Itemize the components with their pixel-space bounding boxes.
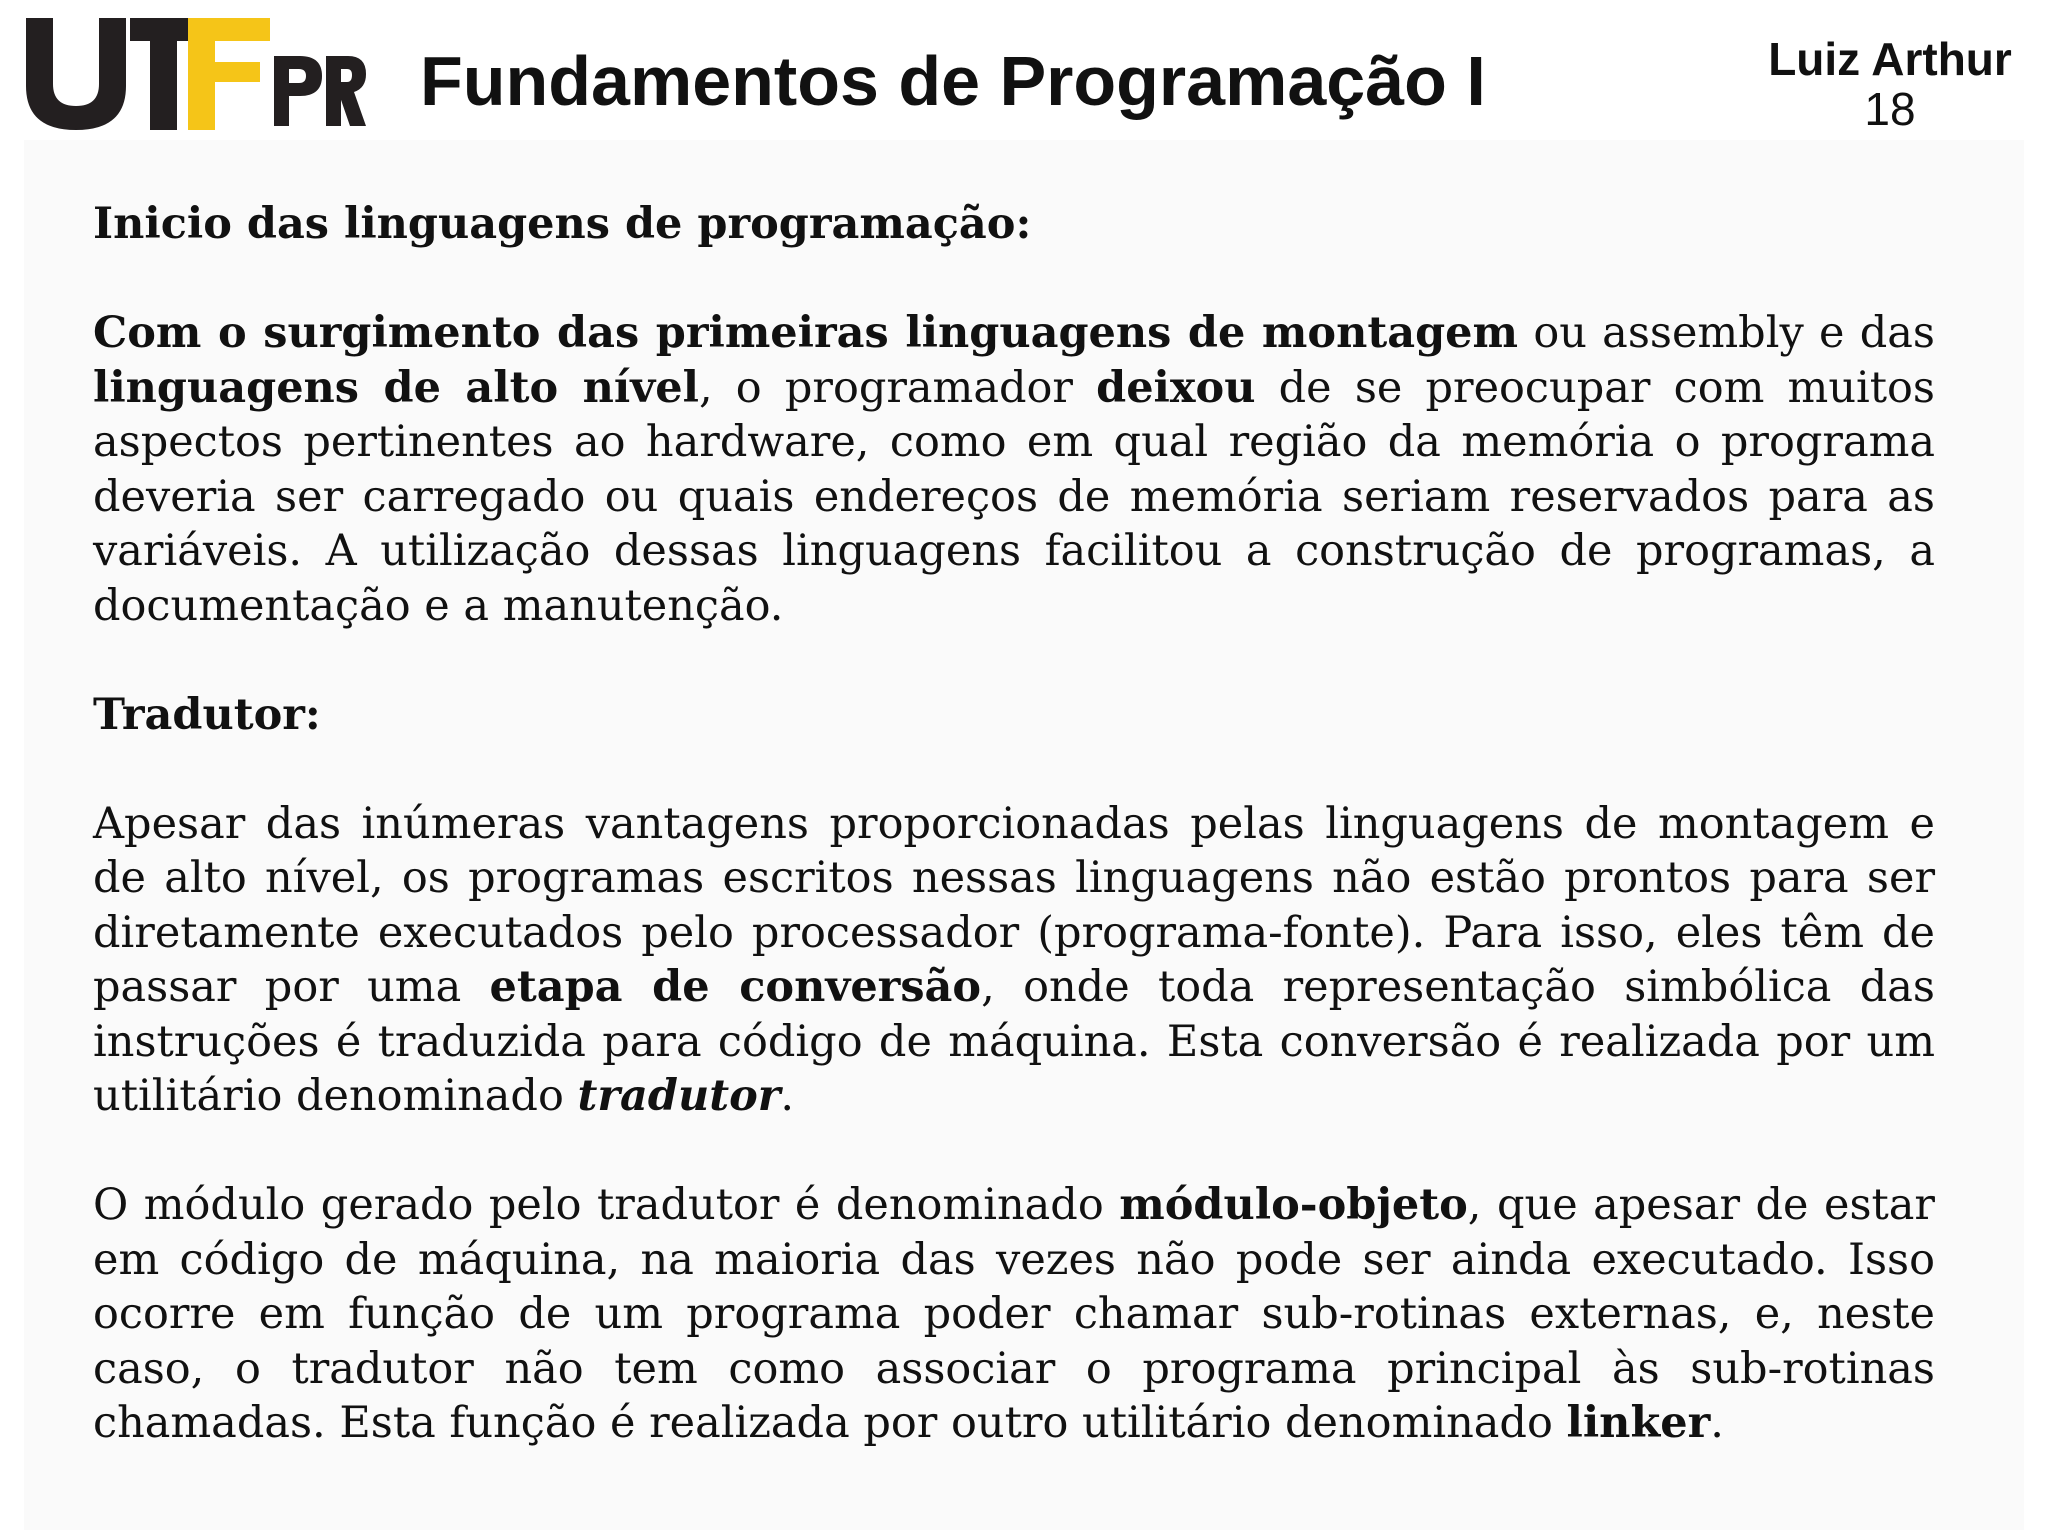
utfpr-logo [26, 14, 366, 130]
bold-text: linker [1566, 1398, 1711, 1448]
text: . [780, 1071, 795, 1121]
text: . [1710, 1398, 1724, 1448]
text: , que apesar de estar em código de máquina, na maioria das vezes não pode ser ainda executado. Isso ocorre em função de um programa poder chamar sub-rotinas externas, e, neste caso, o tradutor não tem como associar o programa principal às sub-rotinas chamadas. Esta função é realizada por outro utilitário denominado [93, 1180, 1935, 1448]
text: O módulo gerado pelo tradutor é denominado [93, 1180, 1120, 1230]
section-heading-tradutor: Tradutor: [93, 689, 321, 740]
text: de se preocupar com muitos aspectos pertinentes ao hardware, como em qual região da memória o programa deveria ser carregado ou quais endereços de memória seriam reservados para as variáveis. A utilização dessas linguagens facilitou a construção de programas, a documentação e a manutenção. [93, 362, 1935, 631]
paragraph-modulo-objeto [93, 1178, 1935, 1451]
section-heading-inicio: Inicio das linguagens de programação: [93, 199, 1032, 249]
text: , o programador [698, 362, 1097, 413]
text: Apesar das inúmeras vantagens proporcionadas pelas linguagens de montagem e de alto nível, os programas escritos nessas linguagens não estão prontos para ser diretamente executados pelo processador (programa-fonte). Para isso, eles têm de passar por uma [93, 798, 1935, 1012]
page-number: 18 [1864, 83, 1916, 135]
bold-text: deixou [1096, 362, 1256, 413]
bold-text: módulo-objeto [1119, 1180, 1468, 1230]
text: , onde toda representação simbólica das instruções é traduzida para código de máquina. Esta conversão é realizada por um utilitário denominado [93, 962, 1935, 1121]
page-title: Fundamentos de Programação I [420, 42, 1486, 120]
slide-content [93, 197, 1935, 1451]
bold-italic-text: tradutor [577, 1071, 781, 1121]
text: ou assembly e das [1518, 308, 1935, 358]
bold-text: etapa de conversão [489, 962, 982, 1012]
paragraph-tradutor [93, 797, 1935, 1124]
bold-text: Com o surgimento das primeiras linguagens de montagem [93, 308, 1519, 358]
bold-text: linguagens de alto nível [93, 362, 699, 413]
paragraph-montagem [93, 306, 1935, 633]
author-name: Luiz Arthur [1768, 33, 2012, 85]
